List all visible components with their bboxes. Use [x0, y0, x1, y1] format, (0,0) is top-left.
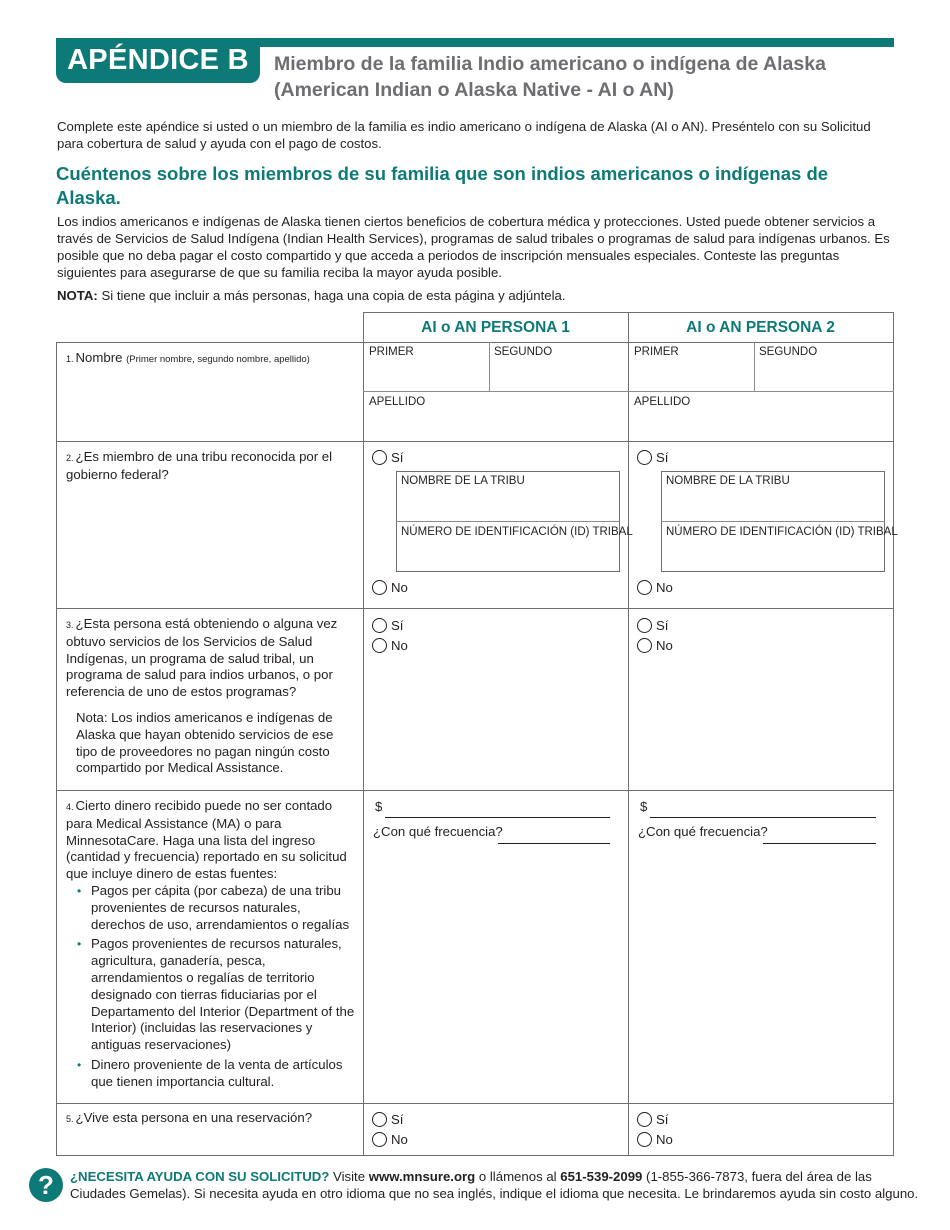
- question-1: [66, 350, 356, 369]
- list-item: • Pagos provenientes de recursos naturales, agricultura, ganadería, pesca, arrendamientos o regalías de territorio designado con tierras fiduciarias por el Departamento del Interior (Department of the Interior) (incluidas las reservaciones y antiguas reservaciones): [76, 936, 356, 1054]
- question-text: ¿Vive esta persona en una reservación?: [75, 1110, 313, 1125]
- question-text: Cierto dinero recibido puede no ser contado para Medical Assistance (MA) o para MinnesotaCare. Haga una lista del ingreso (cantidad y frecuencia) reportado en su solicitud que incluye dinero de estas fuentes:: [66, 798, 347, 882]
- amount-field-p1[interactable]: [385, 817, 610, 818]
- question-number: 1.: [66, 354, 74, 364]
- question-text: ¿Es miembro de una tribu reconocida por el gobierno federal?: [66, 449, 333, 482]
- reservation-yes-radio-p1[interactable]: [372, 1112, 403, 1127]
- page-title: Miembro de la familia Indio americano o indígena de Alaska (American Indian o Alaska Native - AI o AN): [274, 53, 826, 101]
- radio-circle-icon: [372, 1112, 387, 1127]
- radio-label: Sí: [656, 618, 669, 633]
- question-number: 5.: [66, 1114, 74, 1124]
- reservation-no-radio-p2[interactable]: [637, 1132, 673, 1147]
- tribe-name-field-p2[interactable]: NOMBRE DE LA TRIBU: [666, 475, 790, 487]
- tribe-id-field-p2[interactable]: NÚMERO DE IDENTIFICACIÓN (ID) TRIBAL: [666, 526, 898, 538]
- tribe-id-field-p1[interactable]: NÚMERO DE IDENTIFICACIÓN (ID) TRIBAL: [401, 526, 633, 538]
- help-icon: ?: [29, 1168, 63, 1202]
- list-item: • Pagos per cápita (por cabeza) de una tribu provenientes de recursos naturales, derechos de uso, arrendamientos o regalías: [76, 883, 356, 933]
- footer-text: o llámenos al: [475, 1169, 561, 1184]
- footer-text: Visite: [329, 1169, 369, 1184]
- appendix-tab: APÉNDICE B: [56, 38, 260, 83]
- frequency-label: ¿Con qué frecuencia?: [373, 824, 503, 839]
- frequency-label: ¿Con qué frecuencia?: [638, 824, 768, 839]
- radio-label: No: [391, 580, 408, 595]
- dollar-sign: $: [375, 799, 383, 814]
- note-label: NOTA:: [57, 288, 98, 303]
- question-5: [66, 1110, 356, 1128]
- radio-label: Sí: [656, 450, 669, 465]
- question-2: [66, 449, 356, 484]
- footer-lead: ¿NECESITA AYUDA CON SU SOLICITUD?: [70, 1169, 330, 1184]
- radio-circle-icon: [637, 580, 652, 595]
- footer-text: (1-855-366-7873, fuera del área de las Ciudades Gemelas). Si necesita ayuda en otro idioma que no sea inglés, indique el idioma que necesita. Le brindaremos ayuda sin costo alguno.: [70, 1169, 919, 1201]
- radio-circle-icon: [637, 638, 652, 653]
- last-name-field-p2[interactable]: APELLIDO: [634, 396, 691, 408]
- section-body: Los indios americanos e indígenas de Alaska tienen ciertos beneficios de cobertura médica y protecciones. Usted puede obtener servicios a través de Servicios de Salud Indígena (Indian Health Services), programas de salud tribales o programas de salud para indígenas urbanos. Es posible que no deba pagar el costo compartido y que acceda a periodos de inscripción mensuales especiales. Conteste las preguntas siguientes para asegurarse de que su familia reciba la mayor ayuda posible.: [57, 214, 890, 280]
- tribe-yes-radio-p2[interactable]: [637, 450, 668, 465]
- note: [57, 287, 897, 304]
- phone-number: 651-539-2099: [560, 1169, 643, 1184]
- radio-label: Sí: [391, 1112, 404, 1127]
- radio-circle-icon: [372, 618, 387, 633]
- question-hint: (Primer nombre, segundo nombre, apellido): [126, 354, 310, 365]
- tribe-no-radio-p2[interactable]: [637, 580, 673, 595]
- services-yes-radio-p1[interactable]: [372, 618, 403, 633]
- radio-circle-icon: [637, 1132, 652, 1147]
- frequency-field-p1[interactable]: [498, 843, 610, 844]
- question-4: [66, 798, 356, 1091]
- radio-label: No: [656, 638, 673, 653]
- section-heading: Cuéntenos sobre los miembros de su familia que son indios americanos o indígenas de Alaska.: [56, 163, 829, 208]
- frequency-field-p2[interactable]: [763, 843, 876, 844]
- last-name-field-p1[interactable]: APELLIDO: [369, 396, 426, 408]
- website-link[interactable]: www.mnsure.org: [368, 1169, 476, 1184]
- services-no-radio-p1[interactable]: [372, 638, 408, 653]
- radio-label: Sí: [391, 618, 404, 633]
- tribe-name-field-p1[interactable]: NOMBRE DE LA TRIBU: [401, 475, 525, 487]
- amount-field-p2[interactable]: [650, 817, 876, 818]
- radio-circle-icon: [637, 618, 652, 633]
- question-number: 3.: [66, 620, 74, 630]
- question-note: Nota: Los indios americanos e indígenas de Alaska que hayan obtenido servicios de ese tipo de proveedores no pagan ningún costo compartido por Medical Assistance.: [76, 709, 334, 776]
- question-number: 4.: [66, 802, 74, 812]
- radio-label: Sí: [391, 450, 404, 465]
- radio-label: No: [391, 1132, 408, 1147]
- tribe-yes-radio-p1[interactable]: [372, 450, 403, 465]
- radio-circle-icon: [637, 450, 652, 465]
- radio-circle-icon: [372, 638, 387, 653]
- radio-label: Sí: [656, 1112, 669, 1127]
- radio-label: No: [391, 638, 408, 653]
- radio-circle-icon: [372, 580, 387, 595]
- dollar-sign: $: [640, 799, 648, 814]
- question-number: 2.: [66, 453, 74, 463]
- first-name-field-p1[interactable]: PRIMER: [369, 346, 414, 358]
- column-header-persona-1: AI o AN PERSONA 1: [421, 318, 570, 336]
- question-text: Nombre: [75, 350, 123, 365]
- help-footer: [70, 1168, 920, 1202]
- column-header-persona-2: AI o AN PERSONA 2: [686, 318, 835, 336]
- middle-name-field-p1[interactable]: SEGUNDO: [494, 346, 553, 358]
- reservation-no-radio-p1[interactable]: [372, 1132, 408, 1147]
- note-text: Si tiene que incluir a más personas, haga una copia de esta página y adjúntela.: [97, 288, 566, 303]
- radio-label: No: [656, 580, 673, 595]
- reservation-yes-radio-p2[interactable]: [637, 1112, 668, 1127]
- question-text: ¿Esta persona está obteniendo o alguna vez obtuvo servicios de los Servicios de Salud Indígenas, un programa de salud tribal, un programa de salud para indios urbanos, o por referencia de uno de estos programas?: [66, 616, 338, 700]
- radio-circle-icon: [372, 450, 387, 465]
- radio-label: No: [656, 1132, 673, 1147]
- question-3: [66, 616, 356, 777]
- intro-text: Complete este apéndice si usted o un miembro de la familia es indio americano o indígena de Alaska (AI o AN). Preséntelo con su Solicitud para cobertura de salud y ayuda con el pago de costos.: [57, 119, 871, 151]
- first-name-field-p2[interactable]: PRIMER: [634, 346, 679, 358]
- services-yes-radio-p2[interactable]: [637, 618, 668, 633]
- services-no-radio-p2[interactable]: [637, 638, 673, 653]
- tribe-no-radio-p1[interactable]: [372, 580, 408, 595]
- radio-circle-icon: [637, 1112, 652, 1127]
- radio-circle-icon: [372, 1132, 387, 1147]
- income-source-list: [76, 883, 356, 1091]
- list-item: • Dinero proveniente de la venta de artículos que tienen importancia cultural.: [76, 1057, 356, 1091]
- middle-name-field-p2[interactable]: SEGUNDO: [759, 346, 818, 358]
